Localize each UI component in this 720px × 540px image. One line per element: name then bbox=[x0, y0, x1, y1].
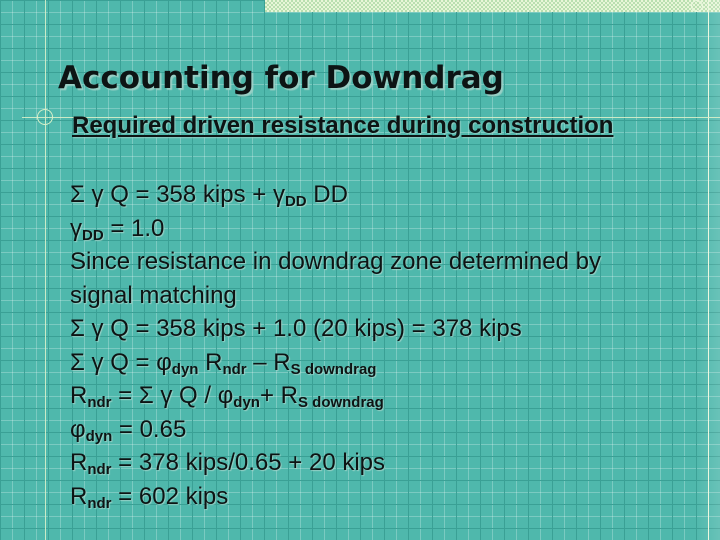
subscript: S downdrag bbox=[290, 360, 377, 378]
gamma-symbol: γ bbox=[70, 214, 82, 242]
subscript: ndr bbox=[222, 360, 247, 378]
gamma-symbol: γ bbox=[272, 181, 285, 208]
decorative-vertical-line bbox=[45, 0, 46, 540]
text-run: = 602 kips bbox=[111, 482, 229, 510]
slide-subtitle: Required driven resistance during construction bbox=[72, 112, 614, 139]
gamma-symbol: γ bbox=[91, 348, 104, 376]
gamma-symbol: γ bbox=[91, 315, 104, 342]
sigma-symbol: Σ bbox=[70, 315, 85, 342]
equation-line-6 bbox=[70, 346, 710, 380]
body-text bbox=[70, 178, 710, 513]
text-run: + R bbox=[259, 382, 298, 409]
subscript: dyn bbox=[85, 427, 113, 445]
text-line-4: signal matching bbox=[70, 281, 237, 309]
phi-symbol: φ bbox=[217, 382, 234, 409]
phi-symbol: φ bbox=[70, 415, 86, 443]
text-run: = 378 kips/0.65 + 20 kips bbox=[111, 449, 386, 476]
subscript: ndr bbox=[87, 394, 112, 411]
decorative-pattern-band bbox=[265, 0, 720, 12]
text-run: Q = 358 kips + 1.0 (20 kips) = 378 kips bbox=[110, 315, 522, 342]
equation-line-8 bbox=[70, 413, 710, 447]
equation-line-9 bbox=[70, 446, 710, 480]
text-run: R bbox=[198, 348, 223, 376]
sigma-symbol: Σ bbox=[70, 348, 85, 376]
text-run: Q / bbox=[172, 382, 218, 409]
subscript: S downdrag bbox=[297, 394, 384, 411]
text-run: = 0.65 bbox=[112, 415, 187, 443]
gamma-symbol: γ bbox=[91, 181, 104, 208]
text-run: = 1.0 bbox=[103, 214, 165, 242]
subscript: ndr bbox=[87, 461, 112, 478]
text-run: R bbox=[70, 482, 88, 510]
equation-line-10 bbox=[70, 480, 710, 514]
slide-title: Accounting for Downdrag bbox=[58, 60, 504, 96]
text-run: DD bbox=[306, 181, 348, 208]
equation-line-7 bbox=[70, 379, 710, 413]
subscript: DD bbox=[284, 193, 307, 210]
text-run: – R bbox=[246, 348, 291, 376]
gamma-symbol: γ bbox=[160, 382, 173, 409]
equation-line-2 bbox=[70, 212, 710, 246]
corner-circle-icon bbox=[691, 0, 703, 12]
sigma-symbol: Σ bbox=[70, 181, 85, 208]
equation-line-1 bbox=[70, 178, 710, 212]
phi-symbol: φ bbox=[156, 348, 172, 376]
text-run: R bbox=[70, 382, 88, 409]
sigma-symbol: Σ bbox=[138, 382, 154, 409]
subscript: dyn bbox=[233, 394, 260, 411]
crosshair-circle-icon bbox=[37, 109, 53, 125]
subscript: DD bbox=[82, 226, 104, 244]
text-run: Q = bbox=[110, 348, 157, 376]
text-line-3: Since resistance in downdrag zone determined by bbox=[70, 248, 601, 275]
equation-line-5 bbox=[70, 312, 710, 346]
subscript: ndr bbox=[87, 494, 112, 512]
text-run: R bbox=[70, 449, 88, 476]
text-run: Q = 358 kips + bbox=[110, 181, 273, 208]
text-run: = bbox=[111, 382, 139, 409]
subscript: dyn bbox=[171, 360, 199, 378]
